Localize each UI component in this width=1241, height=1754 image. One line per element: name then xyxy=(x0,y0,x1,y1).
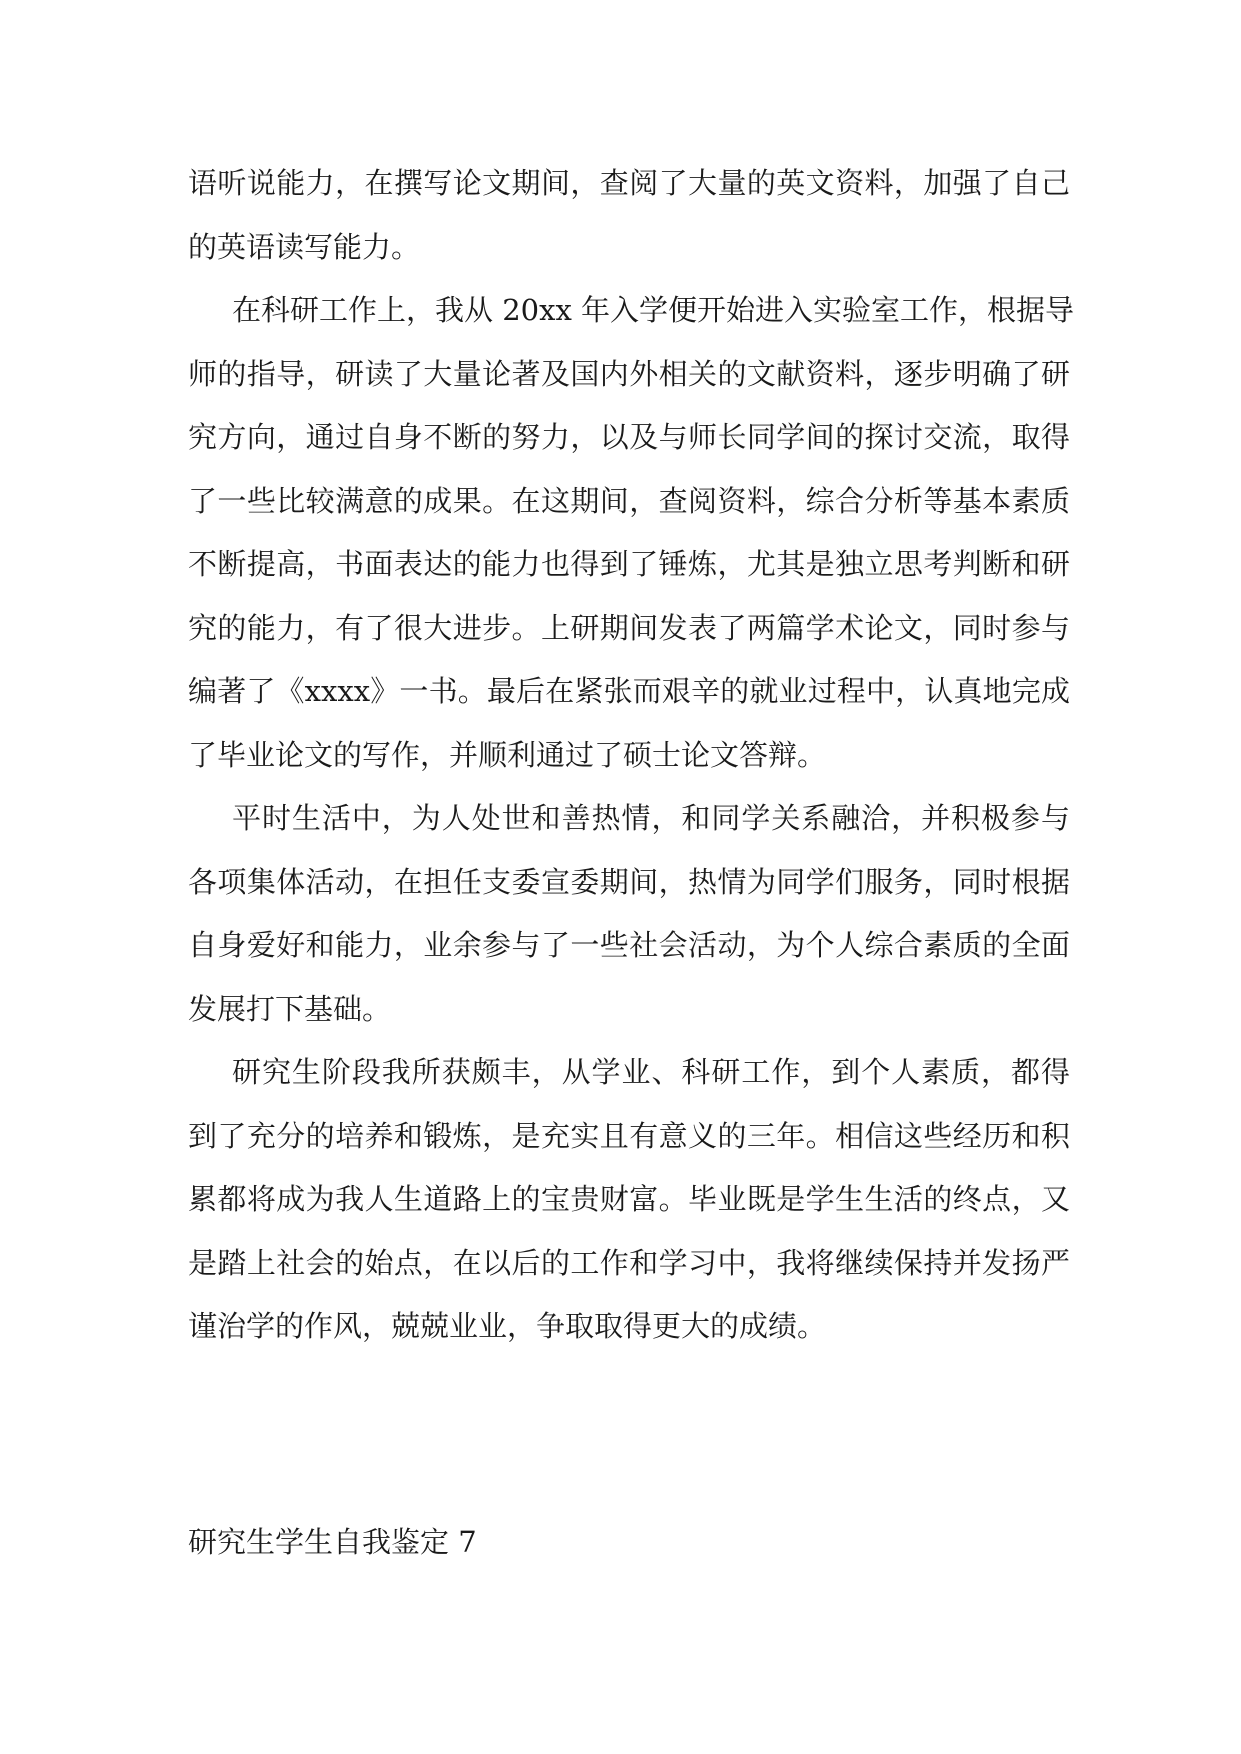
paragraph-daily-life xyxy=(188,787,1070,1041)
paragraph-research xyxy=(188,279,1075,787)
text-line: 究的能力，有了很大进步。上研期间发表了两篇学术论文，同时参与 xyxy=(188,610,1070,645)
text-line: 到了充分的培养和锻炼，是充实且有意义的三年。相信这些经历和积 xyxy=(188,1118,1070,1153)
text-line: 语听说能力，在撰写论文期间，查阅了大量的英文资料，加强了自己 xyxy=(188,166,1070,200)
document-body xyxy=(188,152,1075,1359)
text-line: 是踏上社会的始点，在以后的工作和学习中，我将继续保持并发扬严 xyxy=(188,1245,1070,1280)
text-line: 各项集体活动，在担任支委宣委期间，热情为同学们服务，同时根据 xyxy=(188,864,1070,899)
text-line: 发展打下基础。 xyxy=(188,991,392,1026)
text-line: 编著了《xxxx》一书。最后在紧张而艰辛的就业过程中，认真地完成 xyxy=(188,674,1070,708)
paragraph-continuation xyxy=(188,152,1070,279)
text-line: 师的指导，研读了大量论著及国内外相关的文献资料，逐步明确了研 xyxy=(188,356,1070,391)
text-line: 了一些比较满意的成果。在这期间，查阅资料，综合分析等基本素质 xyxy=(188,483,1070,518)
text-line: 究方向，通过自身不断的努力，以及与师长同学间的探讨交流，取得 xyxy=(188,420,1070,454)
text-line: 谨治学的作风，兢兢业业，争取取得更大的成绩。 xyxy=(188,1309,827,1343)
text-line: 累都将成为我人生道路上的宝贵财富。毕业既是学生生活的终点，又 xyxy=(188,1182,1070,1216)
text-line: 自身爱好和能力，业余参与了一些社会活动，为个人综合素质的全面 xyxy=(188,928,1070,962)
text-line: 平时生活中，为人处世和善热情，和同学关系融洽，并积极参与 xyxy=(232,801,1070,835)
text-line: 研究生阶段我所获颇丰，从学业、科研工作，到个人素质，都得 xyxy=(232,1055,1070,1089)
paragraph-conclusion xyxy=(188,1041,1070,1359)
text-line: 的英语读写能力。 xyxy=(188,229,421,264)
section-title: 研究生学生自我鉴定 7 xyxy=(188,1525,477,1559)
text-line: 在科研工作上，我从 20xx 年入学便开始进入实验室工作，根据导 xyxy=(232,293,1075,327)
text-line: 不断提高，书面表达的能力也得到了锤炼，尤其是独立思考判断和研 xyxy=(188,547,1070,581)
text-line: 了毕业论文的写作，并顺利通过了硕士论文答辩。 xyxy=(188,737,827,772)
